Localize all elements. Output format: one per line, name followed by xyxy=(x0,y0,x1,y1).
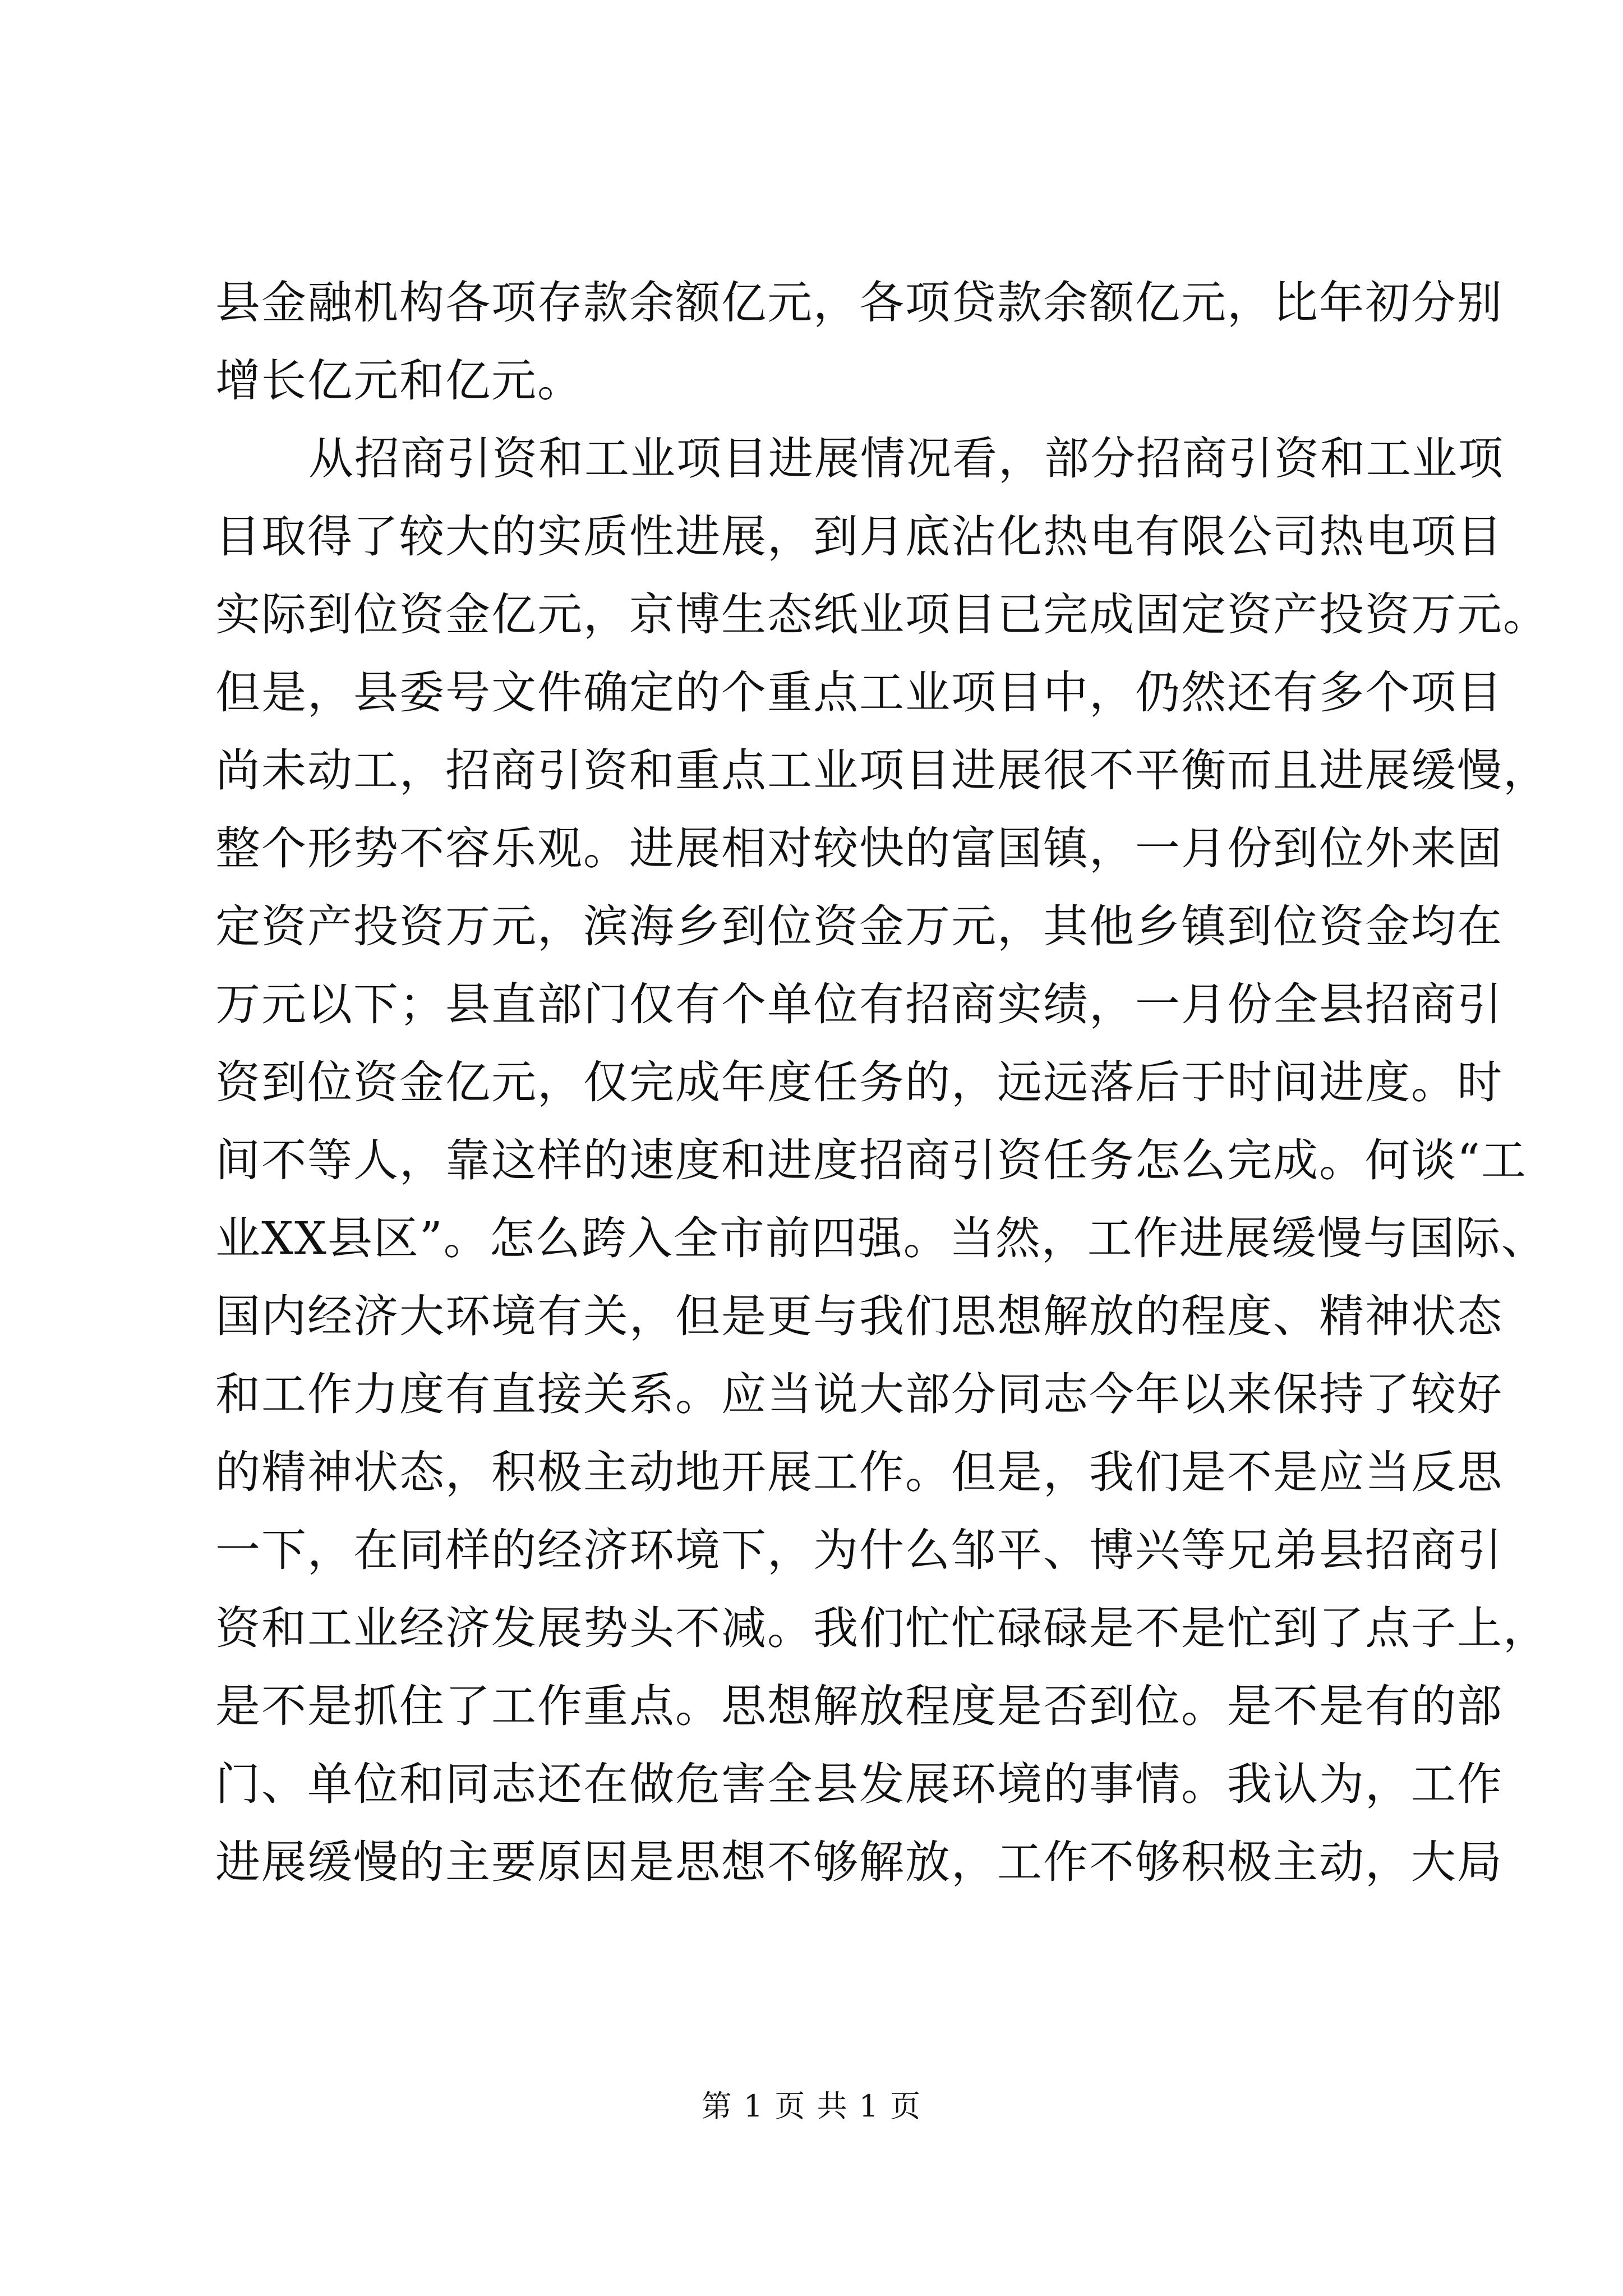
text-line: 万元以下；县直部门仅有个单位有招商实绩，一月份全县招商引 xyxy=(215,978,1503,1030)
page-number-label: 第 1 页 共 1 页 xyxy=(701,2088,922,2124)
text-line: 一下，在同样的经济环境下，为什么邹平、博兴等兄弟县招商引 xyxy=(215,1524,1503,1576)
text-line: 业XX县区”。怎么跨入全市前四强。当然，工作进展缓慢与国际、 xyxy=(215,1212,1547,1264)
text-line: 资到位资金亿元，仅完成年度任务的，远远落后于时间进度。时 xyxy=(215,1056,1503,1108)
text-line: 县金融机构各项存款余额亿元，各项贷款余额亿元，比年初分别 xyxy=(215,277,1503,329)
text-line: 实际到位资金亿元，京博生态纸业项目已完成固定资产投资万元。 xyxy=(215,588,1549,641)
page-footer xyxy=(0,2087,1623,2126)
text-line: 尚未动工，招商引资和重点工业项目进展很不平衡而且进展缓慢， xyxy=(215,744,1549,797)
text-line: 定资产投资万元，滨海乡到位资金万元，其他乡镇到位资金均在 xyxy=(215,900,1503,953)
text-line: 国内经济大环境有关，但是更与我们思想解放的程度、精神状态 xyxy=(215,1290,1503,1342)
text-line: 和工作力度有直接关系。应当说大部分同志今年以来保持了较好 xyxy=(215,1368,1503,1420)
text-line: 进展缓慢的主要原因是思想不够解放，工作不够积极主动，大局 xyxy=(215,1836,1503,1888)
text-line: 但是，县委号文件确定的个重点工业项目中，仍然还有多个项目 xyxy=(215,666,1503,719)
text-line: 是不是抓住了工作重点。思想解放程度是否到位。是不是有的部 xyxy=(215,1680,1503,1732)
text-line: 增长亿元和亿元。 xyxy=(215,355,583,407)
paragraph-start-line: 从招商引资和工业项目进展情况看，部分招商引资和工业项 xyxy=(308,432,1504,485)
text-line: 目取得了较大的实质性进展，到月底沾化热电有限公司热电项目 xyxy=(215,510,1503,563)
body-text xyxy=(215,264,1549,1901)
text-line: 整个形势不容乐观。进展相对较快的富国镇，一月份到位外来固 xyxy=(215,822,1503,875)
text-line: 门、单位和同志还在做危害全县发展环境的事情。我认为，工作 xyxy=(215,1758,1503,1810)
text-line: 间不等人，靠这样的速度和进度招商引资任务怎么完成。何谈“工 xyxy=(215,1134,1527,1186)
text-line: 的精神状态，积极主动地开展工作。但是，我们是不是应当反思 xyxy=(215,1446,1503,1498)
text-line: 资和工业经济发展势头不减。我们忙忙碌碌是不是忙到了点子上， xyxy=(215,1602,1549,1654)
